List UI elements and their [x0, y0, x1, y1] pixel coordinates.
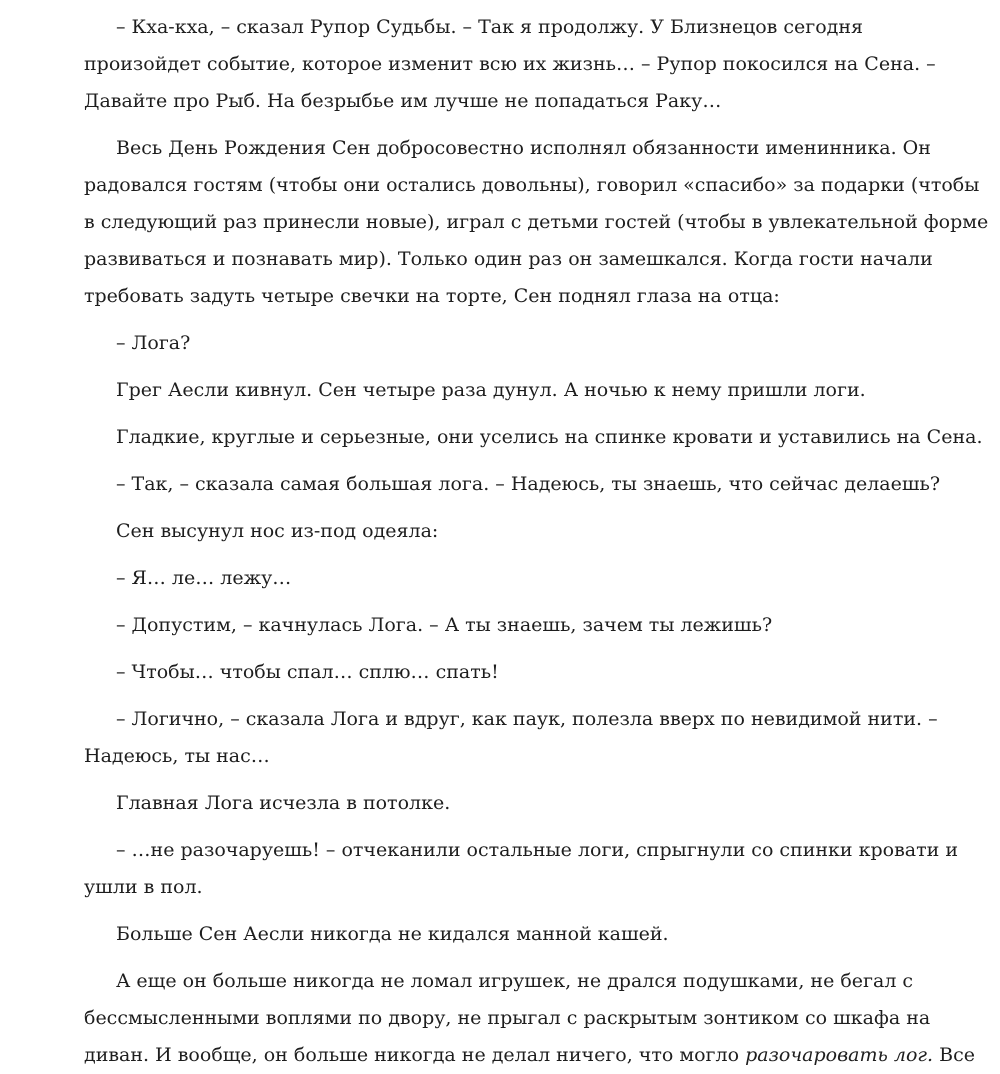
paragraph — [84, 654, 920, 691]
paragraph — [84, 325, 920, 362]
text-line: – Я… ле… лежу… — [116, 567, 292, 589]
text-line: Весь День Рождения Сен добросовестно исполнял обязанности именинника. Он — [116, 137, 931, 159]
text-line: – Лога? — [116, 332, 191, 354]
paragraph — [84, 513, 920, 550]
paragraph — [84, 785, 920, 822]
text-line: Сен высунул нос из-под одеяла: — [116, 520, 439, 542]
text-line: требовать задуть четыре свечки на торте, Сен поднял глаза на отца: — [84, 285, 780, 307]
text-line: – Допустим, – качнулась Лога. – А ты знаешь, зачем ты лежишь? — [116, 614, 773, 636]
text-line: – Кха-кха, – сказал Рупор Судьбы. – Так я продолжу. У Близнецов сегодня — [116, 16, 864, 38]
text-line: радовался гостям (чтобы они остались довольны), говорил «спасибо» за подарки (чтобы — [84, 174, 980, 196]
text-line: – Логично, – сказала Лога и вдруг, как паук, полезла вверх по невидимой нити. – — [116, 708, 938, 730]
text-line: Давайте про Рыб. На безрыбье им лучше не попадаться Раку… — [84, 90, 722, 112]
paragraph — [84, 130, 989, 315]
text-line: Грег Аесли кивнул. Сен четыре раза дунул. А ночью к нему пришли логи. — [116, 379, 866, 401]
text-line — [84, 1037, 975, 1074]
paragraph — [84, 560, 920, 597]
italic-text: разочаровать лог. — [745, 1044, 934, 1066]
text-fragment: Все — [933, 1044, 975, 1066]
paragraph — [84, 466, 941, 503]
text-line: бессмысленными воплями по двору, не прыгал с раскрытым зонтиком со шкафа на — [84, 1007, 931, 1029]
paragraph — [84, 916, 920, 953]
paragraph — [84, 372, 920, 409]
paragraph — [84, 701, 938, 775]
text-line: Надеюсь, ты нас… — [84, 745, 270, 767]
text-line: Главная Лога исчезла в потолке. — [116, 792, 451, 814]
text-line: Больше Сен Аесли никогда не кидался манной кашей. — [116, 923, 669, 945]
body-text — [84, 9, 989, 1074]
text-fragment: диван. И вообще, он больше никогда не делал ничего, что могло — [84, 1044, 746, 1066]
paragraph — [84, 607, 920, 644]
text-line: Гладкие, круглые и серьезные, они уселись на спинке кровати и уставились на Сена. — [116, 426, 983, 448]
text-line: А еще он больше никогда не ломал игрушек, не дрался подушками, не бегал с — [116, 970, 914, 992]
text-line: ушли в пол. — [84, 876, 203, 898]
text-line: – …не разочаруешь! – отчеканили остальные логи, спрыгнули со спинки кровати и — [116, 839, 959, 861]
paragraph — [84, 419, 983, 456]
text-line: в следующий раз принесли новые), играл с детьми гостей (чтобы в увлекательной форме — [84, 211, 989, 233]
paragraph — [84, 9, 936, 120]
text-line: – Так, – сказала самая большая лога. – Надеюсь, ты знаешь, что сейчас делаешь? — [116, 473, 941, 495]
paragraph — [84, 963, 975, 1074]
paragraph — [84, 832, 959, 906]
text-line: произойдет событие, которое изменит всю их жизнь… – Рупор покосился на Сена. – — [84, 53, 936, 75]
text-line: развиваться и познавать мир). Только один раз он замешкался. Когда гости начали — [84, 248, 933, 270]
text-line: – Чтобы… чтобы спал… сплю… спать! — [116, 661, 499, 683]
